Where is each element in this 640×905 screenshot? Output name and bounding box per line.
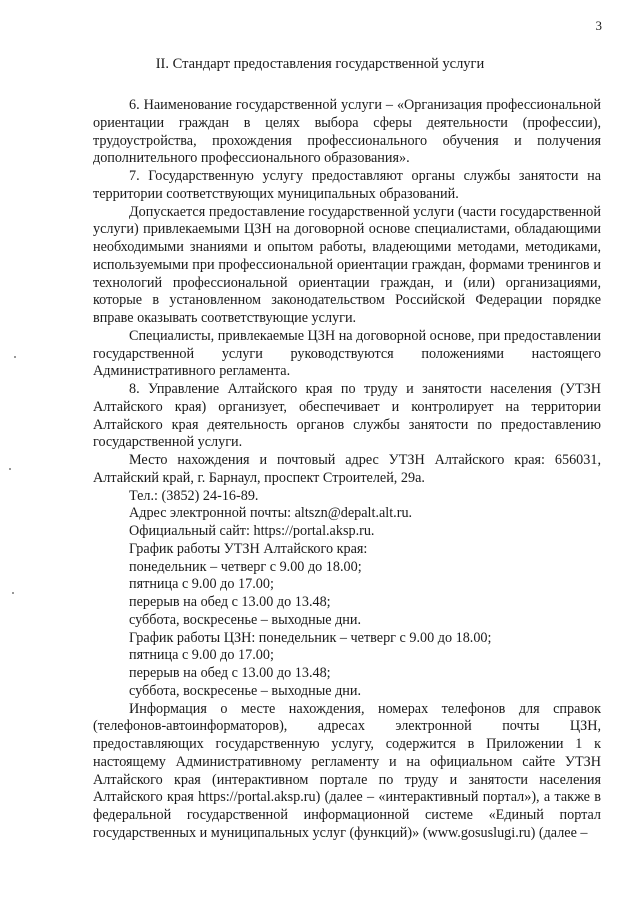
paragraph-specialists: Специалисты, привлекаемые ЦЗН на договорной основе, при предоставлении государственной услуги руководствуются положениями настоящего Административного регламента. bbox=[93, 327, 601, 380]
scan-speck bbox=[14, 356, 16, 358]
document-body bbox=[93, 97, 601, 843]
phone-line: Тел.: (3852) 24-16-89. bbox=[129, 487, 259, 504]
paragraph-6: 6. Наименование государственной услуги – «Организация профессиональной ориентации граждан в целях выбора сферы деятельности (профессии), трудоустройства, прохождения профессионального обучения и получения дополнительного профессионального образования». bbox=[93, 97, 601, 167]
schedule-utzn-lunch: перерыв на обед с 13.00 до 13.48; bbox=[129, 594, 331, 610]
schedule-utzn-mon-thu: понедельник – четверг с 9.00 до 18.00; bbox=[129, 558, 362, 575]
schedule-utzn-heading: График работы УТЗН Алтайского края: bbox=[129, 540, 368, 557]
paragraph-info: Информация о месте нахождения, номерах телефонов для справок (телефонов-автоинформаторов), адресах электронной почты ЦЗН, предоставляющих государственную услугу, содержится в Приложении 1 к настоящему Административному регламенту и на официальном сайте УТЗН Алтайского края (интерактивном портале по труду и занятости населения Алтайского края https://portal.aksp.ru) (далее – «интерактивный портал»), а также в федеральной государственной информационной системе «Единый портал государственных и муниципальных услуг (функций)» (www.gosuslugi.ru) (далее – bbox=[93, 700, 601, 841]
section-heading: II. Стандарт предоставления государственной услуги bbox=[155, 56, 485, 72]
schedule-czn-weekend: суббота, воскресенье – выходные дни. bbox=[129, 682, 362, 699]
paragraph-7: 7. Государственную услугу предоставляют органы службы занятости на территории соответствующих муниципальных образований. bbox=[93, 168, 601, 202]
paragraph-address: Место нахождения и почтовый адрес УТЗН Алтайского края: 656031, Алтайский край, г. Барнаул, проспект Строителей, 29а. bbox=[93, 452, 601, 486]
scan-speck bbox=[9, 468, 11, 470]
paragraph-8: 8. Управление Алтайского края по труду и занятости населения (УТЗН Алтайского края) организует, обеспечивает и контролирует на территории Алтайского края деятельность органов службы занятости по предоставлению государственной услуги. bbox=[93, 381, 601, 451]
schedule-czn-mon-thu: График работы ЦЗН: понедельник – четверг с 9.00 до 18.00; bbox=[129, 629, 492, 646]
scan-speck bbox=[12, 592, 14, 594]
email-line: Адрес электронной почты: altszn@depalt.alt.ru. bbox=[129, 505, 413, 522]
schedule-utzn-weekend: суббота, воскресенье – выходные дни. bbox=[129, 611, 362, 628]
schedule-czn-lunch: перерыв на обед с 13.00 до 13.48; bbox=[129, 665, 331, 681]
page-number: 3 bbox=[595, 18, 602, 33]
schedule-utzn-fri: пятница с 9.00 до 17.00; bbox=[129, 576, 274, 593]
paragraph-contractors: Допускается предоставление государственной услуги (части государственной услуги) привлекаемыми ЦЗН на договорной основе специалистами, обладающими необходимыми знаниями и опытом работы, владеющими методами, методиками, используемыми при профессиональной ориентации граждан, формами тренингов и технологий профессиональной ориентации граждан, и (или) организациями, которые в установленном законодательством Российской Федерации порядке вправе оказывать соответствующие услуги. bbox=[93, 203, 601, 326]
website-line: Официальный сайт: https://portal.aksp.ru. bbox=[129, 523, 375, 539]
schedule-czn-fri: пятница с 9.00 до 17.00; bbox=[129, 647, 274, 664]
